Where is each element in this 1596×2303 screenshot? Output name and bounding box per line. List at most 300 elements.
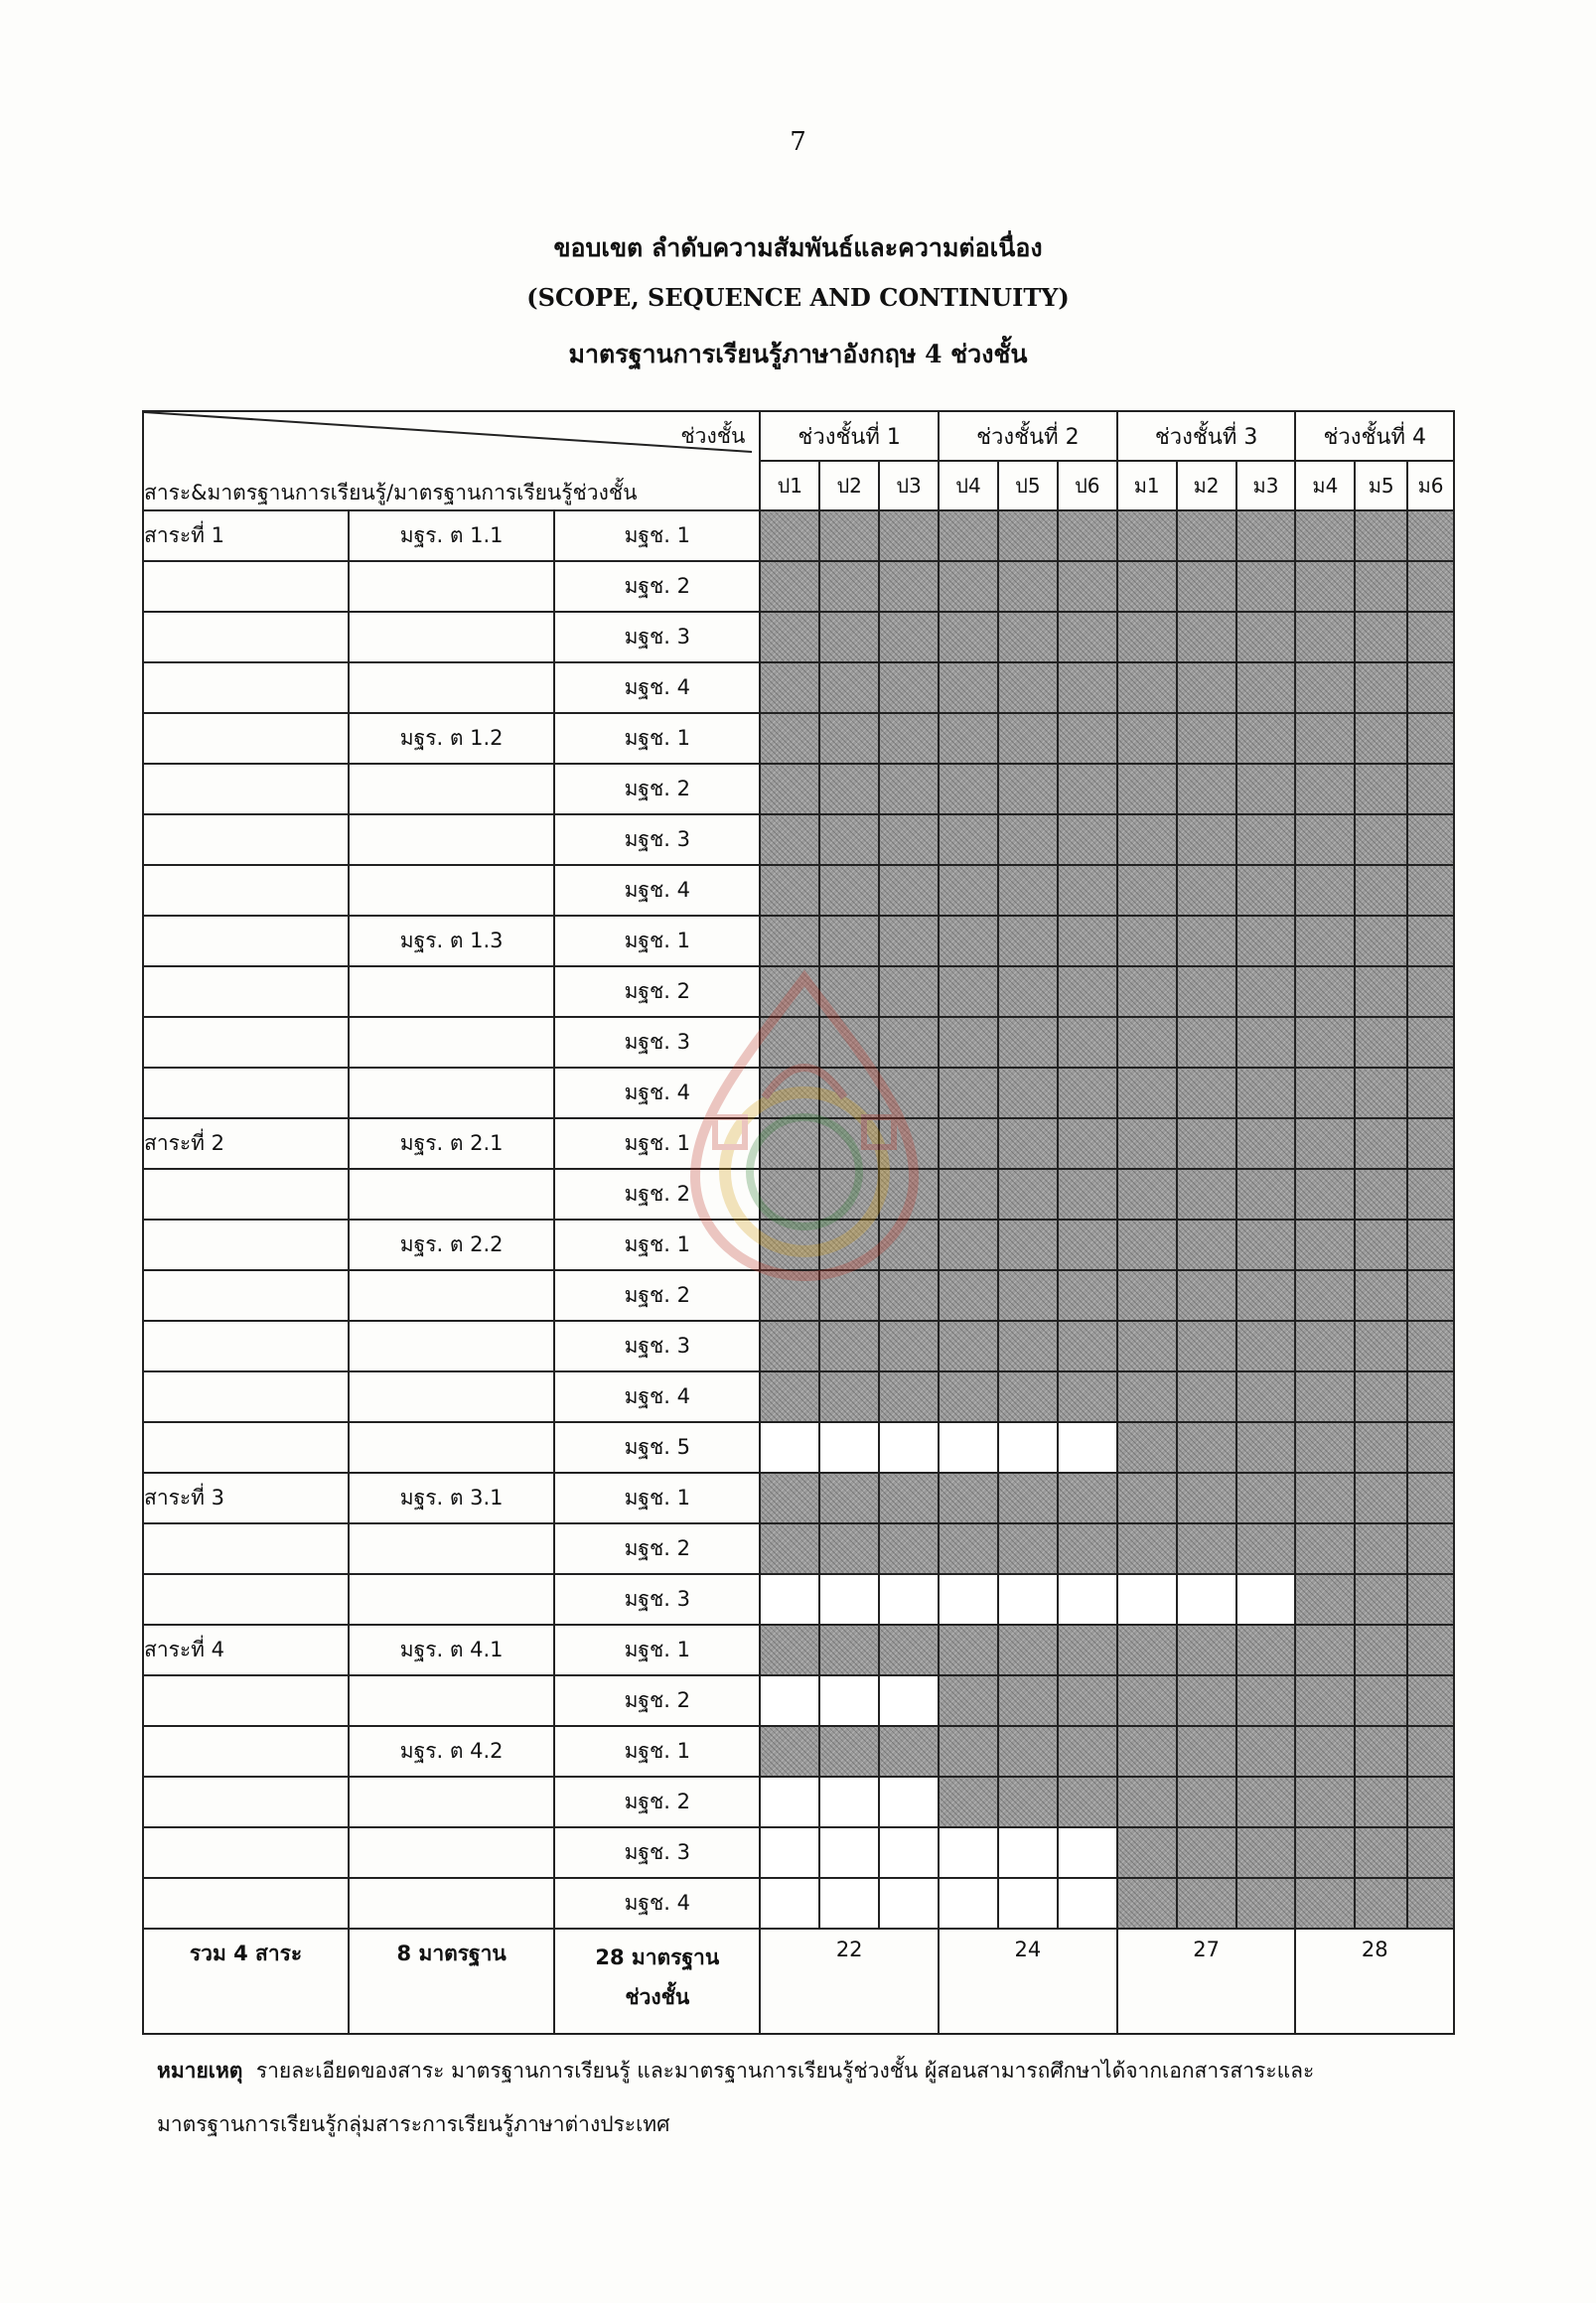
coverage-cell-shaded	[1407, 966, 1454, 1017]
coverage-cell-shaded	[1355, 865, 1407, 916]
table-row	[143, 1625, 1454, 1675]
coverage-cell-shaded	[1117, 561, 1177, 612]
coverage-cell-shaded	[1407, 1523, 1454, 1574]
coverage-cell-shaded	[1407, 1726, 1454, 1777]
coverage-cell-shaded	[1295, 764, 1355, 814]
coverage-cell-shaded	[998, 1625, 1058, 1675]
band-standard-cell: มฐช. 1	[554, 916, 760, 966]
coverage-cell-shaded	[1058, 1625, 1117, 1675]
coverage-cell-shaded	[1117, 1169, 1177, 1220]
coverage-cell-shaded	[879, 612, 939, 662]
band-standard-cell: มฐช. 3	[554, 1017, 760, 1068]
coverage-cell-shaded	[1407, 1827, 1454, 1878]
coverage-cell-shaded	[760, 662, 819, 713]
coverage-cell-shaded	[998, 1270, 1058, 1321]
coverage-cell-shaded	[1236, 966, 1296, 1017]
coverage-cell-shaded	[1407, 1017, 1454, 1068]
coverage-cell-shaded	[1355, 764, 1407, 814]
coverage-cell-empty	[1058, 1878, 1117, 1929]
coverage-cell-shaded	[1295, 1270, 1355, 1321]
coverage-cell-shaded	[939, 510, 998, 561]
coverage-cell-shaded	[1407, 1777, 1454, 1827]
coverage-cell-shaded	[1058, 612, 1117, 662]
coverage-cell-shaded	[1407, 612, 1454, 662]
coverage-cell-shaded	[1058, 966, 1117, 1017]
coverage-cell-shaded	[1236, 713, 1296, 764]
standard-cell	[349, 561, 554, 612]
standard-cell: มฐร. ต 2.2	[349, 1220, 554, 1270]
coverage-cell-shaded	[1058, 1169, 1117, 1220]
coverage-cell-shaded	[1295, 1017, 1355, 1068]
coverage-cell-shaded	[1236, 561, 1296, 612]
coverage-cell-shaded	[939, 713, 998, 764]
coverage-cell-shaded	[939, 916, 998, 966]
coverage-cell-shaded	[998, 1118, 1058, 1169]
band-standard-cell: มฐช. 2	[554, 1523, 760, 1574]
coverage-cell-shaded	[1177, 1827, 1236, 1878]
coverage-cell-shaded	[1177, 916, 1236, 966]
coverage-cell-shaded	[1295, 612, 1355, 662]
coverage-cell-shaded	[1236, 865, 1296, 916]
standard-cell	[349, 1169, 554, 1220]
standard-cell: มฐร. ต 4.1	[349, 1625, 554, 1675]
coverage-cell-shaded	[879, 865, 939, 916]
sara-cell	[143, 814, 349, 865]
coverage-cell-empty	[998, 1422, 1058, 1473]
standard-cell	[349, 1321, 554, 1371]
standard-cell: มฐร. ต 2.1	[349, 1118, 554, 1169]
band-standard-cell: มฐช. 1	[554, 1625, 760, 1675]
coverage-cell-shaded	[1295, 1777, 1355, 1827]
coverage-cell-empty	[760, 1878, 819, 1929]
grade-header: ม1	[1117, 461, 1177, 510]
coverage-cell-shaded	[1407, 1422, 1454, 1473]
coverage-cell-shaded	[1355, 1118, 1407, 1169]
coverage-cell-shaded	[1355, 1068, 1407, 1118]
coverage-cell-shaded	[1407, 561, 1454, 612]
coverage-cell-empty	[879, 1827, 939, 1878]
coverage-cell-shaded	[1177, 1726, 1236, 1777]
coverage-cell-shaded	[1295, 1523, 1355, 1574]
coverage-cell-shaded	[819, 713, 879, 764]
coverage-cell-shaded	[1407, 814, 1454, 865]
standard-cell	[349, 1675, 554, 1726]
coverage-cell-shaded	[1177, 764, 1236, 814]
coverage-cell-shaded	[1236, 764, 1296, 814]
coverage-cell-shaded	[819, 662, 879, 713]
coverage-cell-shaded	[1117, 1675, 1177, 1726]
coverage-cell-shaded	[1177, 612, 1236, 662]
coverage-cell-shaded	[1355, 1827, 1407, 1878]
band-standard-cell: มฐช. 1	[554, 1220, 760, 1270]
coverage-cell-shaded	[1295, 865, 1355, 916]
band-header: ช่วงชั้นที่ 3	[1117, 411, 1296, 461]
table-row	[143, 1321, 1454, 1371]
band-standard-cell: มฐช. 4	[554, 1068, 760, 1118]
total-sara: รวม 4 สาระ	[143, 1929, 349, 2034]
table-row	[143, 1777, 1454, 1827]
coverage-cell-shaded	[879, 1371, 939, 1422]
coverage-cell-shaded	[1117, 662, 1177, 713]
coverage-cell-shaded	[1177, 1878, 1236, 1929]
coverage-cell-empty	[1236, 1574, 1296, 1625]
coverage-cell-shaded	[1236, 1878, 1296, 1929]
coverage-cell-empty	[1058, 1827, 1117, 1878]
coverage-cell-empty	[1177, 1574, 1236, 1625]
coverage-cell-shaded	[939, 1321, 998, 1371]
grade-header: ป6	[1058, 461, 1117, 510]
coverage-cell-shaded	[1117, 1523, 1177, 1574]
coverage-cell-shaded	[760, 713, 819, 764]
coverage-cell-shaded	[998, 1220, 1058, 1270]
coverage-cell-shaded	[760, 561, 819, 612]
coverage-cell-shaded	[1177, 713, 1236, 764]
coverage-cell-shaded	[1407, 1473, 1454, 1523]
coverage-cell-shaded	[1177, 1473, 1236, 1523]
coverage-cell-shaded	[998, 510, 1058, 561]
standard-cell	[349, 1777, 554, 1827]
coverage-cell-shaded	[1058, 1017, 1117, 1068]
band-standard-cell: มฐช. 3	[554, 814, 760, 865]
coverage-cell-shaded	[760, 510, 819, 561]
table-row	[143, 510, 1454, 561]
coverage-cell-shaded	[1236, 1473, 1296, 1523]
coverage-cell-shaded	[998, 713, 1058, 764]
coverage-cell-shaded	[760, 764, 819, 814]
coverage-cell-shaded	[998, 966, 1058, 1017]
coverage-cell-shaded	[819, 1371, 879, 1422]
coverage-cell-shaded	[1355, 713, 1407, 764]
table-row	[143, 662, 1454, 713]
coverage-cell-shaded	[998, 662, 1058, 713]
table-row	[143, 561, 1454, 612]
coverage-cell-shaded	[1407, 1220, 1454, 1270]
total-band-standards-line2: ช่วงชั้น	[625, 1985, 690, 2009]
coverage-cell-shaded	[1177, 814, 1236, 865]
standard-cell	[349, 966, 554, 1017]
table-row	[143, 1675, 1454, 1726]
coverage-cell-shaded	[879, 510, 939, 561]
coverage-cell-shaded	[1355, 1523, 1407, 1574]
band-standard-cell: มฐช. 2	[554, 1270, 760, 1321]
coverage-cell-shaded	[879, 561, 939, 612]
sara-cell	[143, 764, 349, 814]
band-standard-cell: มฐช. 4	[554, 662, 760, 713]
coverage-cell-shaded	[1355, 1726, 1407, 1777]
coverage-cell-empty	[760, 1827, 819, 1878]
coverage-cell-shaded	[1355, 1169, 1407, 1220]
coverage-cell-shaded	[1117, 1270, 1177, 1321]
footnote-label: หมายเหตุ	[157, 2059, 243, 2083]
coverage-cell-shaded	[1236, 1017, 1296, 1068]
standard-cell	[349, 1422, 554, 1473]
coverage-cell-shaded	[819, 916, 879, 966]
band-standard-cell: มฐช. 1	[554, 510, 760, 561]
coverage-cell-shaded	[1295, 966, 1355, 1017]
grade-header: ป1	[760, 461, 819, 510]
coverage-cell-empty	[879, 1777, 939, 1827]
band-standard-cell: มฐช. 2	[554, 966, 760, 1017]
coverage-cell-shaded	[998, 1777, 1058, 1827]
coverage-cell-shaded	[1117, 1625, 1177, 1675]
standard-cell	[349, 1270, 554, 1321]
coverage-cell-empty	[1058, 1574, 1117, 1625]
sara-cell	[143, 1777, 349, 1827]
coverage-cell-shaded	[879, 1726, 939, 1777]
band-standard-cell: มฐช. 1	[554, 1118, 760, 1169]
standard-cell	[349, 1574, 554, 1625]
coverage-cell-shaded	[760, 1473, 819, 1523]
coverage-cell-shaded	[1177, 1270, 1236, 1321]
standard-cell	[349, 764, 554, 814]
coverage-cell-shaded	[1407, 1068, 1454, 1118]
coverage-cell-shaded	[1058, 561, 1117, 612]
coverage-cell-shaded	[1236, 1675, 1296, 1726]
table-row	[143, 1473, 1454, 1523]
coverage-cell-shaded	[1236, 1220, 1296, 1270]
coverage-cell-shaded	[1295, 1473, 1355, 1523]
coverage-cell-shaded	[1407, 1321, 1454, 1371]
coverage-cell-shaded	[760, 1321, 819, 1371]
coverage-cell-shaded	[1117, 764, 1177, 814]
coverage-cell-shaded	[1355, 561, 1407, 612]
coverage-cell-shaded	[1058, 510, 1117, 561]
coverage-cell-shaded	[819, 561, 879, 612]
sara-cell	[143, 1169, 349, 1220]
coverage-cell-shaded	[998, 1726, 1058, 1777]
coverage-cell-shaded	[1058, 916, 1117, 966]
coverage-cell-shaded	[1058, 662, 1117, 713]
band-sum: 28	[1295, 1929, 1454, 2034]
band-header: ช่วงชั้นที่ 2	[939, 411, 1117, 461]
coverage-cell-shaded	[1117, 1878, 1177, 1929]
coverage-cell-shaded	[1355, 612, 1407, 662]
coverage-cell-shaded	[1407, 916, 1454, 966]
sara-cell	[143, 1827, 349, 1878]
coverage-cell-empty	[819, 1422, 879, 1473]
coverage-cell-shaded	[1177, 1118, 1236, 1169]
coverage-cell-empty	[879, 1878, 939, 1929]
coverage-cell-shaded	[1355, 1220, 1407, 1270]
coverage-cell-shaded	[1295, 1422, 1355, 1473]
coverage-cell-shaded	[939, 1473, 998, 1523]
coverage-cell-shaded	[1117, 1220, 1177, 1270]
coverage-cell-shaded	[1177, 1371, 1236, 1422]
table-row	[143, 1371, 1454, 1422]
coverage-cell-shaded	[1236, 1523, 1296, 1574]
grade-header: ม5	[1355, 461, 1407, 510]
sara-cell	[143, 1371, 349, 1422]
band-sum: 22	[760, 1929, 939, 2034]
coverage-cell-shaded	[1295, 1321, 1355, 1371]
standard-cell	[349, 1827, 554, 1878]
coverage-cell-shaded	[998, 1017, 1058, 1068]
table-row	[143, 1827, 1454, 1878]
standard-cell: มฐร. ต 1.2	[349, 713, 554, 764]
standard-cell: มฐร. ต 1.3	[349, 916, 554, 966]
standard-cell	[349, 1878, 554, 1929]
coverage-cell-shaded	[1355, 1777, 1407, 1827]
coverage-cell-shaded	[998, 561, 1058, 612]
coverage-cell-shaded	[1355, 1878, 1407, 1929]
coverage-cell-shaded	[1236, 1068, 1296, 1118]
band-standard-cell: มฐช. 2	[554, 1169, 760, 1220]
coverage-cell-shaded	[1117, 510, 1177, 561]
coverage-cell-shaded	[1177, 865, 1236, 916]
sara-cell	[143, 1675, 349, 1726]
coverage-cell-empty	[879, 1422, 939, 1473]
coverage-cell-shaded	[939, 1777, 998, 1827]
band-header: ช่วงชั้นที่ 1	[760, 411, 939, 461]
sara-cell	[143, 1017, 349, 1068]
coverage-cell-shaded	[1355, 966, 1407, 1017]
grade-header: ป3	[879, 461, 939, 510]
coverage-cell-shaded	[1058, 1270, 1117, 1321]
coverage-cell-shaded	[1295, 1169, 1355, 1220]
coverage-cell-shaded	[998, 1523, 1058, 1574]
coverage-cell-shaded	[1295, 1625, 1355, 1675]
grade-header: ป5	[998, 461, 1058, 510]
coverage-cell-empty	[819, 1878, 879, 1929]
coverage-cell-shaded	[1236, 1371, 1296, 1422]
coverage-cell-shaded	[879, 916, 939, 966]
coverage-cell-shaded	[1355, 814, 1407, 865]
coverage-cell-shaded	[998, 612, 1058, 662]
coverage-cell-empty	[1117, 1574, 1177, 1625]
sara-cell: สาระที่ 4	[143, 1625, 349, 1675]
coverage-cell-shaded	[1058, 1321, 1117, 1371]
coverage-cell-shaded	[998, 1473, 1058, 1523]
coverage-cell-shaded	[1295, 662, 1355, 713]
coverage-cell-shaded	[998, 1321, 1058, 1371]
table-row	[143, 1574, 1454, 1625]
grade-header: ป2	[819, 461, 879, 510]
coverage-cell-shaded	[760, 1726, 819, 1777]
sara-cell	[143, 1422, 349, 1473]
sara-cell	[143, 713, 349, 764]
grade-header: ม2	[1177, 461, 1236, 510]
coverage-cell-shaded	[1236, 1270, 1296, 1321]
footnote	[157, 2044, 1428, 2151]
grade-header: ป4	[939, 461, 998, 510]
coverage-cell-shaded	[819, 764, 879, 814]
coverage-cell-shaded	[1355, 1270, 1407, 1321]
coverage-cell-shaded	[939, 1625, 998, 1675]
table-row	[143, 1878, 1454, 1929]
band-standard-cell: มฐช. 4	[554, 1371, 760, 1422]
coverage-cell-shaded	[1407, 713, 1454, 764]
band-standard-cell: มฐช. 1	[554, 1473, 760, 1523]
table-row	[143, 1422, 1454, 1473]
coverage-cell-shaded	[819, 1321, 879, 1371]
coverage-cell-shaded	[1355, 1625, 1407, 1675]
coverage-cell-shaded	[1355, 1371, 1407, 1422]
sara-cell	[143, 662, 349, 713]
coverage-cell-empty	[939, 1827, 998, 1878]
coverage-cell-shaded	[1295, 1220, 1355, 1270]
coverage-cell-shaded	[1295, 713, 1355, 764]
coverage-cell-shaded	[939, 612, 998, 662]
coverage-cell-shaded	[1295, 1068, 1355, 1118]
coverage-cell-shaded	[1236, 1118, 1296, 1169]
coverage-cell-shaded	[1236, 1169, 1296, 1220]
standard-cell: มฐร. ต 4.2	[349, 1726, 554, 1777]
coverage-cell-shaded	[1236, 1726, 1296, 1777]
coverage-cell-shaded	[939, 1726, 998, 1777]
sara-cell	[143, 1523, 349, 1574]
coverage-cell-shaded	[1177, 1675, 1236, 1726]
coverage-cell-empty	[819, 1675, 879, 1726]
page-subtitle-standards: มาตรฐานการเรียนรู้ภาษาอังกฤษ 4 ช่วงชั้น	[568, 340, 1028, 368]
band-standard-cell: มฐช. 4	[554, 1878, 760, 1929]
table-row	[143, 713, 1454, 764]
coverage-cell-shaded	[1407, 1574, 1454, 1625]
table-row	[143, 865, 1454, 916]
total-band-standards	[554, 1929, 760, 2034]
coverage-cell-shaded	[1295, 1675, 1355, 1726]
coverage-cell-shaded	[1177, 966, 1236, 1017]
coverage-cell-shaded	[1295, 561, 1355, 612]
coverage-cell-shaded	[939, 764, 998, 814]
band-standard-cell: มฐช. 2	[554, 1777, 760, 1827]
coverage-cell-shaded	[819, 814, 879, 865]
coverage-cell-empty	[1058, 1422, 1117, 1473]
coverage-cell-shaded	[760, 916, 819, 966]
coverage-cell-shaded	[1177, 561, 1236, 612]
table-row	[143, 1523, 1454, 1574]
sara-cell	[143, 1726, 349, 1777]
coverage-cell-empty	[998, 1878, 1058, 1929]
coverage-cell-shaded	[1177, 1422, 1236, 1473]
coverage-cell-shaded	[1058, 814, 1117, 865]
coverage-cell-shaded	[1295, 916, 1355, 966]
coverage-cell-shaded	[998, 764, 1058, 814]
coverage-cell-shaded	[1058, 1675, 1117, 1726]
standard-cell	[349, 865, 554, 916]
coverage-cell-shaded	[879, 1625, 939, 1675]
coverage-cell-shaded	[1117, 1371, 1177, 1422]
coverage-cell-shaded	[760, 1523, 819, 1574]
coverage-cell-shaded	[1117, 916, 1177, 966]
standard-cell	[349, 662, 554, 713]
coverage-cell-shaded	[1407, 1169, 1454, 1220]
coverage-cell-empty	[939, 1574, 998, 1625]
band-sum: 24	[939, 1929, 1117, 2034]
coverage-cell-empty	[819, 1827, 879, 1878]
coverage-cell-shaded	[1177, 662, 1236, 713]
coverage-cell-empty	[939, 1878, 998, 1929]
coverage-cell-shaded	[1236, 662, 1296, 713]
coverage-cell-shaded	[1355, 1321, 1407, 1371]
coverage-cell-shaded	[1355, 1473, 1407, 1523]
standard-cell: มฐร. ต 1.1	[349, 510, 554, 561]
coverage-cell-shaded	[998, 1169, 1058, 1220]
coverage-cell-shaded	[1407, 662, 1454, 713]
sara-cell	[143, 966, 349, 1017]
sara-cell	[143, 561, 349, 612]
sara-cell	[143, 1270, 349, 1321]
coverage-cell-shaded	[1355, 1675, 1407, 1726]
coverage-cell-shaded	[1177, 1017, 1236, 1068]
table-row	[143, 764, 1454, 814]
table-row	[143, 814, 1454, 865]
band-standard-cell: มฐช. 1	[554, 713, 760, 764]
coverage-cell-shaded	[879, 1321, 939, 1371]
standard-cell	[349, 612, 554, 662]
band-standard-cell: มฐช. 1	[554, 1726, 760, 1777]
total-row	[143, 1929, 1454, 2034]
coverage-cell-shaded	[1058, 1220, 1117, 1270]
